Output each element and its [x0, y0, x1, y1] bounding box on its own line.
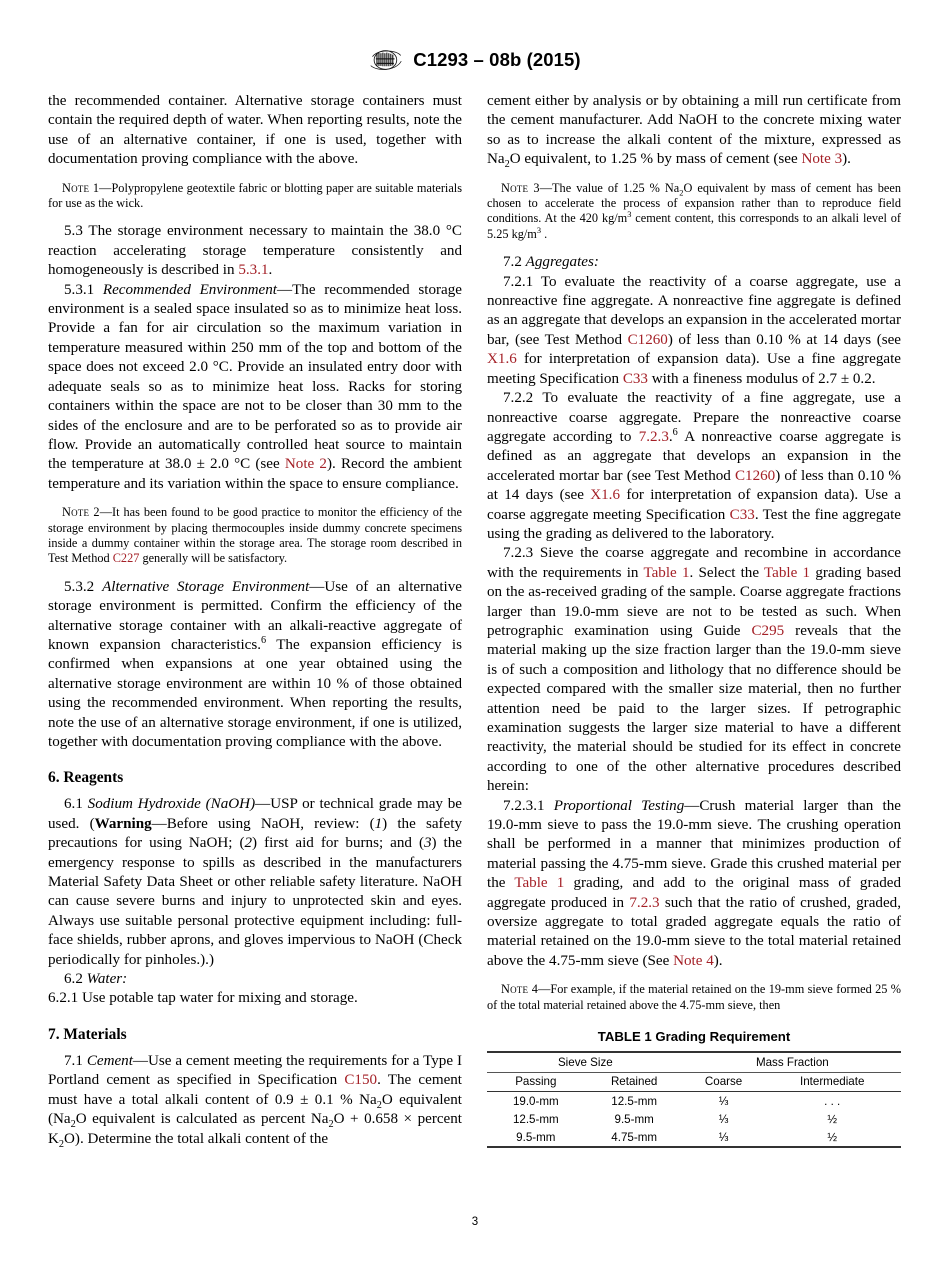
ref-table-1-c[interactable]: Table 1: [514, 875, 565, 892]
paragraph-continued-right: cement either by analysis or by obtaining a mill run certificate from the cement manufacturer. Add NaOH to the concrete mixing water so as to increase the alkali content of the mixture, expressed as $Na_2O$ equivalent, to 1.25 % by mass of cement (see Note 3).: [487, 93, 901, 171]
cell-intermediate: . . .: [824, 1094, 841, 1108]
section-5-3-1-number: 5.3.1: [64, 281, 95, 298]
heading-7-materials: 7. Materials: [48, 1025, 127, 1043]
ref-table-1-b[interactable]: Table 1: [764, 564, 811, 581]
section-6-2-number: 6.2: [64, 971, 83, 988]
note-3: Note 3—The value of 1.25 % $Na_2O$ equivalent by mass of cement has been chosen to accelerate the process of expansion rather than to reproduce field conditions. At the 420 $kg/m^3$ cement content, this corresponds to an alkali level of 5.25 $kg/m^3$ .: [487, 180, 901, 241]
table-1-block: [487, 1029, 901, 1148]
note-2: Note 2—It has been found to be good practice to monitor the efficiency of the storage environment by placing thermocouples inside dummy concrete specimens inside a dummy container within the storage area. The storage room described in Test Method C227 generally will be satisfactory.: [48, 505, 462, 566]
section-5-3-number: 5.3: [64, 223, 83, 240]
ref-c1260-a[interactable]: C1260: [627, 331, 668, 348]
table-row: [487, 1128, 901, 1147]
table-row: [487, 1110, 901, 1128]
cell-retained: 4.75-mm: [585, 1128, 684, 1147]
ref-c227[interactable]: C227: [112, 551, 140, 566]
note-3-label: Note 3: [501, 180, 540, 195]
ref-c33-a[interactable]: C33: [622, 370, 648, 387]
ref-c150[interactable]: C150: [344, 1072, 378, 1089]
section-5-3-2: 5.3.2 Alternative Storage Environment—Use of an alternative storage environment is permitted. Confirm the efficiency of the alternative storage container with an alkali-reactive aggregate of known expansion characteristics.$^6$ The expansion efficiency is confirmed when expansions at one year obtained using the alternative storage environment are within 10 % of those obtained using the recommended environment. When reporting the results, note the use of an alternative storage environment, if one is utilized, together with documentation proving compliance with the above.: [48, 578, 462, 750]
section-7-1: 7.1 Cement—Use a cement meeting the requirements for a Type I Portland cement as specified in Specification C150. The cement must have a total alkali content of 0.9 ± 0.1 % $Na_2O$ equivalent ($Na_2O$ equivalent is calculated as percent $Na_2O + 0.658$ × percent $K_2O$). Determine the total alkali content of the: [48, 1052, 463, 1150]
paragraph-continued: the recommended container. Alternative storage containers must contain the required depth of water. When reporting results, note the use of an alternative container, if one is used, together with documentation proving compliance with the above.: [48, 93, 462, 168]
page-header: [0, 40, 950, 80]
section-7-2-3-1-title: Proportional Testing: [553, 797, 685, 814]
ref-note-3[interactable]: Note 3: [801, 151, 843, 168]
section-7-1-number: 7.1: [64, 1052, 83, 1069]
cell-retained: 9.5-mm: [614, 1112, 654, 1126]
section-7-1-title: Cement: [86, 1052, 133, 1069]
cell-intermediate: ½: [763, 1128, 901, 1147]
ref-note-2[interactable]: Note 2: [284, 456, 327, 473]
left-column: [48, 92, 462, 1149]
cell-coarse: ⅓: [684, 1128, 764, 1147]
section-7-2-1: 7.2.1 To evaluate the reactivity of a coarse aggregate, use a nonreactive fine aggregate. A nonreactive fine aggregate is defined as an aggregate that develops an expansion in the accelerated mortar bar, (see Test Method C1260) of less than 0.10 % at 14 days (see X1.6 for interpretation of expansion data). Use a fine aggregate meeting Specification C33 with a fineness modulus of 2.7 ± 0.2.: [487, 273, 901, 387]
section-7-2-2-number: 7.2.2: [503, 390, 534, 407]
cell-retained: 12.5-mm: [611, 1094, 658, 1108]
section-5-3-2-number: 5.3.2: [64, 578, 95, 595]
section-7-2-3-number: 7.2.3: [503, 545, 534, 562]
right-column: [487, 92, 901, 1149]
ref-7-2-3-b[interactable]: 7.2.3: [629, 894, 660, 911]
table-group-header-row: [487, 1052, 901, 1073]
note-1-label: Note 1: [62, 180, 100, 195]
page-number: 3: [471, 1216, 479, 1228]
note-4: Note 4—For example, if the material retained on the 19-mm sieve formed 25 % of the total material retained above the 4.75-mm sieve, then: [487, 982, 901, 1012]
note-1: [48, 181, 462, 212]
cell-passing: 9.5-mm: [487, 1128, 585, 1147]
ref-c295[interactable]: C295: [751, 622, 785, 639]
table-1-grading-requirement: [487, 1051, 901, 1148]
section-6-1: 6.1 Sodium Hydroxide (NaOH)—USP or technical grade may be used. (Warning—Before using NaOH, review: (1) the safety precautions for using NaOH; (2) first aid for burns; and (3) the emergency response to spills as described in the manufacturers Material Safety Data Sheet or other reliable safety literature. NaOH can cause severe burns and injury to unprotected skin and eyes. Always use suitable personal protective equipment including: full-face shields, rubber aprons, and gloves impervious to NaOH (Check periodically for pinholes.).): [48, 796, 462, 968]
section-7-2: [487, 253, 901, 272]
ref-x1-6-a[interactable]: X1.6: [487, 351, 517, 368]
section-7-2-3-1: 7.2.3.1 Proportional Testing—Crush material larger than the 19.0-mm sieve to pass the 19.0-mm sieve. The crushing operation shall be performed in a manner that minimizes production of material passing the 4.75-mm sieve. Grade this crushed material per the Table 1 grading, and add to the original mass of graded aggregate produced in 7.2.3 such that the ratio of crushed, graded, oversize aggregate to total graded aggregate equals the ratio of material retained on the 19.0-mm sieve to the total material retained above the 4.75-mm sieve (See Note 4).: [487, 797, 901, 969]
ref-c33-b[interactable]: C33: [729, 506, 755, 523]
section-7-2-3-1-number: 7.2.3.1: [503, 797, 545, 814]
section-6-2-1-number: 6.2.1: [48, 990, 79, 1007]
ref-x1-6-b[interactable]: X1.6: [590, 487, 620, 504]
footnote-marker-6b: 6: [672, 426, 678, 438]
section-5-3-1-title: Recommended Environment: [102, 281, 277, 298]
section-5-3-2-title: Alternative Storage Environment: [102, 578, 310, 595]
cell-passing: 19.0-mm: [512, 1094, 559, 1108]
section-6-1-number: 6.1: [64, 796, 83, 813]
section-7-2-title: Aggregates:: [525, 254, 599, 271]
note-1-text: —Polypropylene geotextile fabric or blotting paper are suitable materials for use as the wick.: [48, 180, 462, 211]
section-7-2-2: 7.2.2 To evaluate the reactivity of a fine aggregate, use a nonreactive coarse aggregate. Prepare the nonreactive coarse aggregate according to 7.2.3.$^6$ A nonreactive coarse aggregate is defined as an aggregate that develops an expansion in the accelerated mortar bar (see Test Method C1260) of less than 0.10 % at 14 days (see X1.6 for interpretation of expansion data). Use a coarse aggregate meeting Specification C33. Test the fine aggregate using the grading as delivered to the laboratory.: [487, 390, 901, 542]
section-5-3-1: 5.3.1 Recommended Environment—The recommended storage environment is a sealed space insulated so as to minimize heat loss. Provide a fan for air circulation so the maximum variation in temperature measured within 250 mm of the top and bottom of the space does not exceed 2.0 °C. Provide an insulated entry door with adequate seals so as to minimize heat loss. Racks for storing containers within the space are not to be closer than 30 mm to the sides of the enclosure and are to be perforated so as to provide air flow. Provide an automatically controlled heat source to maintain the temperature at 38.0 ± 2.0 °C (see Note 2). Record the ambient temperature and its variation within the space to ensure compliance.: [48, 281, 462, 492]
note-4-label: Note 4: [501, 982, 539, 997]
section-6-1-title: Sodium Hydroxide (NaOH): [87, 796, 256, 813]
group-header-mass-fraction: Mass Fraction: [684, 1052, 901, 1073]
cell-intermediate: ½: [827, 1112, 838, 1126]
astm-logo-icon: [369, 47, 403, 73]
cell-passing: 12.5-mm: [512, 1112, 559, 1126]
section-6-2: [48, 970, 462, 989]
table-1-caption: TABLE 1 Grading Requirement: [597, 1029, 791, 1045]
note-2-label: Note 2: [62, 505, 100, 520]
warning-label: Warning: [94, 815, 152, 832]
table-column-header-row: [487, 1073, 901, 1092]
group-header-sieve-size: Sieve Size: [487, 1052, 684, 1073]
column-header-retained: Retained: [585, 1073, 684, 1092]
footnote-marker-6: 6: [261, 634, 267, 646]
section-7-2-number: 7.2: [503, 254, 522, 271]
column-header-intermediate: Intermediate: [763, 1073, 901, 1092]
ref-7-2-3-a[interactable]: 7.2.3: [638, 428, 669, 445]
column-header-passing: Passing: [487, 1073, 585, 1092]
section-6-2-title: Water:: [86, 971, 128, 988]
page-title: C1293 – 08b (2015): [413, 49, 581, 70]
heading-6-reagents: 6. Reagents: [48, 769, 124, 787]
table-row: [487, 1092, 901, 1111]
cell-coarse: ⅓: [718, 1094, 729, 1108]
section-6-2-1: 6.2.1 Use potable tap water for mixing and storage.: [48, 990, 358, 1007]
section-5-3: 5.3 The storage environment necessary to maintain the 38.0 °C reaction accelerating storage temperature consistently and homogeneously is described in 5.3.1.: [48, 223, 462, 279]
column-header-coarse: Coarse: [684, 1073, 764, 1092]
ref-note-4[interactable]: Note 4: [673, 952, 714, 969]
section-7-2-1-number: 7.2.1: [503, 273, 534, 290]
ref-table-1-a[interactable]: Table 1: [643, 564, 690, 581]
body-columns: [48, 92, 902, 1149]
section-7-2-3: 7.2.3 Sieve the coarse aggregate and recombine in accordance with the requirements in Table 1. Select the Table 1 grading based on the as-received grading of the sample. Coarse aggregate fractions larger than 19.0-mm sieve are not to be tested as such. When petrographic examination using Guide C295 reveals that the material making up the size fraction larger than the 19.0-mm sieve is of such a composition and lithology that no difference should be expected compared with the smaller size material, then no further attention need be paid to the larger sizes. If petrographic examination suggests the larger size material to have a different reactivity, the material should be studied for its effect in concrete according to one of the other alternative procedures described herein:: [487, 545, 902, 795]
ref-c1260-b[interactable]: C1260: [734, 467, 776, 484]
ref-5-3-1[interactable]: 5.3.1: [238, 262, 269, 279]
cell-coarse: ⅓: [718, 1112, 729, 1126]
